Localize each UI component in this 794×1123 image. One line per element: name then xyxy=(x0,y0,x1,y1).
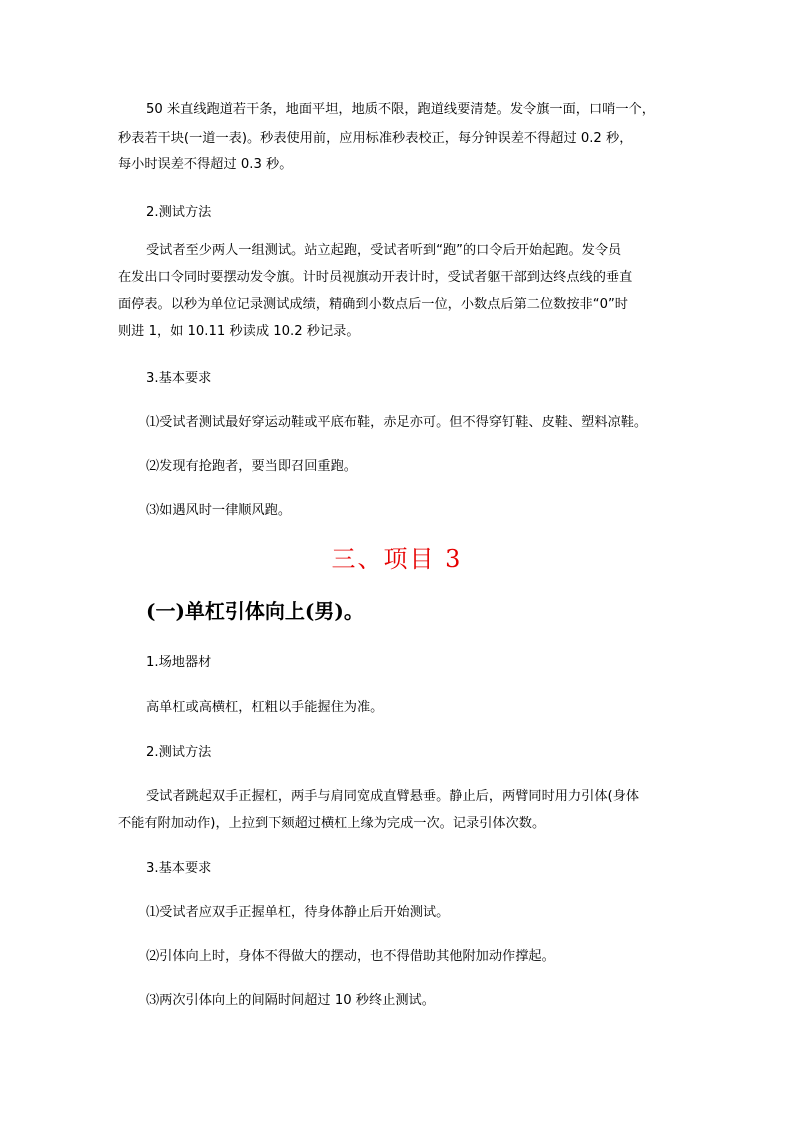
section-heading: 2.测试方法 xyxy=(146,205,212,220)
paragraph-line: 受试者跳起双手正握杠，两手与肩同宽成直臂悬垂。静止后，两臂同时用力引体(身体 xyxy=(146,789,640,804)
list-item: ⑵发现有抢跑者，要当即召回重跑。 xyxy=(146,459,357,474)
list-item: ⑴受试者应双手正握单杠，待身体静止后开始测试。 xyxy=(146,905,450,920)
paragraph-line: 在发出口令同时要摆动发令旗。计时员视旗动开表计时，受试者躯干部到达终点线的垂直 xyxy=(118,270,633,285)
list-item: ⑵引体向上时，身体不得做大的摆动，也不得借助其他附加动作撑起。 xyxy=(146,949,555,964)
subsection-title: (一)单杠引体向上(男)。 xyxy=(146,599,364,623)
paragraph-line: 不能有附加动作)，上拉到下颏超过横杠上缘为完成一次。记录引体次数。 xyxy=(118,816,546,831)
paragraph-line: 50 米直线跑道若干条，地面平坦，地质不限，跑道线要清楚。发令旗一面，口哨一个， xyxy=(146,102,655,117)
section-heading: 2.测试方法 xyxy=(146,745,212,760)
list-item: ⑶如遇风时一律顺风跑。 xyxy=(146,503,292,518)
paragraph-line: 受试者至少两人一组测试。站立起跑，受试者听到“跑”的口令后开始起跑。发令员 xyxy=(146,243,622,258)
paragraph-line: 高单杠或高横杠，杠粗以手能握住为准。 xyxy=(146,700,384,715)
section-heading: 1.场地器材 xyxy=(146,655,212,670)
list-item: ⑴受试者测试最好穿运动鞋或平底布鞋，赤足亦可。但不得穿钉鞋、皮鞋、塑料凉鞋。 xyxy=(146,415,648,430)
section-heading: 3.基本要求 xyxy=(146,861,212,876)
section-heading: 3.基本要求 xyxy=(146,371,212,386)
paragraph-line: 面停表。以秒为单位记录测试成绩，精确到小数点后一位，小数点后第二位数按非“0”时 xyxy=(118,297,628,312)
paragraph-line: 则进 1，如 10.11 秒读成 10.2 秒记录。 xyxy=(118,324,360,339)
chapter-title: 三、项目 3 xyxy=(331,545,463,573)
paragraph-line: 每小时误差不得超过 0.3 秒。 xyxy=(118,157,293,172)
paragraph-line: 秒表若干块(一道一表)。秒表使用前，应用标准秒表校正，每分钟误差不得超过 0.2 秒， xyxy=(118,131,633,146)
list-item: ⑶两次引体向上的间隔时间超过 10 秒终止测试。 xyxy=(146,993,435,1008)
